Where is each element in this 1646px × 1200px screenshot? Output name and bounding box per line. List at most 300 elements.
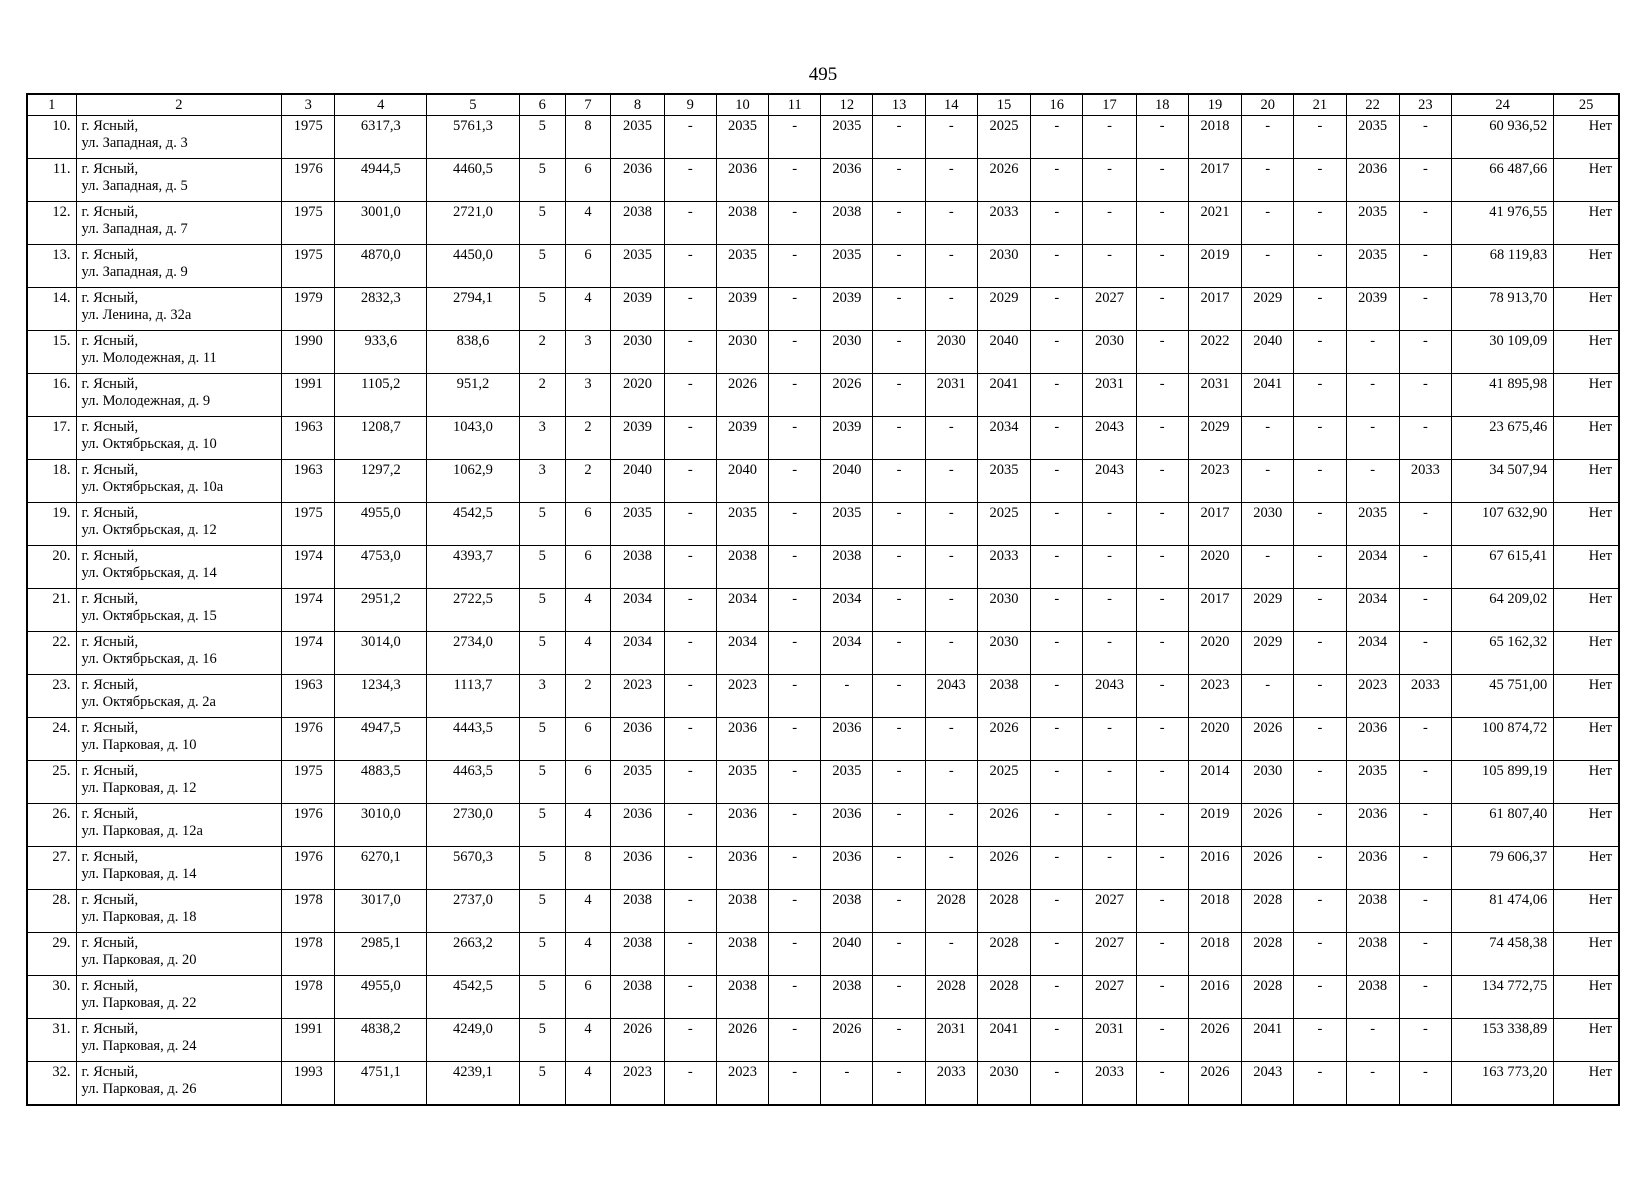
table-cell: 4944,5 <box>335 159 427 202</box>
table-cell: 2038 <box>1346 933 1399 976</box>
table-cell: - <box>1399 761 1451 804</box>
table-cell: - <box>873 976 925 1019</box>
table-cell: - <box>1136 847 1188 890</box>
row-number-cell: 12. <box>27 202 76 245</box>
table-cell: - <box>769 202 821 245</box>
address-cell <box>76 761 282 804</box>
address-cell <box>76 202 282 245</box>
table-cell: 1976 <box>282 159 335 202</box>
table-cell: - <box>925 159 977 202</box>
table-cell: - <box>925 847 977 890</box>
table-cell: 2036 <box>716 847 768 890</box>
table-cell: 5 <box>519 116 565 159</box>
table-cell: 2035 <box>1346 245 1399 288</box>
table-cell: 2014 <box>1188 761 1241 804</box>
table-cell: - <box>1031 460 1083 503</box>
table-cell: 2034 <box>716 589 768 632</box>
table-cell: 2030 <box>1242 503 1294 546</box>
address-city: г. Ясный, <box>81 720 139 736</box>
table-cell: 6 <box>565 503 611 546</box>
table-cell: 2023 <box>611 675 664 718</box>
table-cell: - <box>873 890 925 933</box>
table-cell: 2017 <box>1188 159 1241 202</box>
table-cell: - <box>664 288 716 331</box>
table-cell: - <box>925 632 977 675</box>
table-cell: - <box>1399 417 1451 460</box>
table-cell: - <box>1031 159 1083 202</box>
table-cell: - <box>1136 632 1188 675</box>
table-cell: 65 162,32 <box>1451 632 1553 675</box>
table-cell: 2026 <box>821 1019 873 1062</box>
table-row <box>27 417 1619 460</box>
table-cell: 2040 <box>716 460 768 503</box>
table-cell: 1043,0 <box>427 417 520 460</box>
address-cell <box>76 675 282 718</box>
table-cell: 2028 <box>1242 933 1294 976</box>
column-header: 11 <box>769 94 821 116</box>
table-cell: - <box>1294 331 1346 374</box>
table-cell: - <box>1346 331 1399 374</box>
table-cell: Нет <box>1554 804 1619 847</box>
table-cell: 2031 <box>1083 1019 1136 1062</box>
table-cell: 30 109,09 <box>1451 331 1553 374</box>
table-cell: 2035 <box>716 116 768 159</box>
address-city: г. Ясный, <box>81 161 139 177</box>
table-cell: - <box>1294 116 1346 159</box>
table-cell: - <box>664 718 716 761</box>
table-cell: - <box>769 761 821 804</box>
table-cell: 4947,5 <box>335 718 427 761</box>
building-registry-table <box>26 93 1620 1106</box>
table-cell: 2663,2 <box>427 933 520 976</box>
address-city: г. Ясный, <box>81 290 139 306</box>
table-cell: 163 773,20 <box>1451 1062 1553 1106</box>
table-cell: 6 <box>565 761 611 804</box>
table-cell: 1993 <box>282 1062 335 1106</box>
table-cell: 2039 <box>1346 288 1399 331</box>
table-cell: 2038 <box>1346 976 1399 1019</box>
table-cell: 4883,5 <box>335 761 427 804</box>
table-cell: 2041 <box>1242 374 1294 417</box>
table-cell: 1974 <box>282 589 335 632</box>
table-cell: Нет <box>1554 589 1619 632</box>
table-row <box>27 159 1619 202</box>
table-row <box>27 1019 1619 1062</box>
table-cell: 2030 <box>716 331 768 374</box>
table-cell: - <box>1083 632 1136 675</box>
table-cell: 2035 <box>1346 202 1399 245</box>
table-cell: 2038 <box>716 546 768 589</box>
table-cell: - <box>873 331 925 374</box>
table-cell: 2 <box>565 417 611 460</box>
table-cell: - <box>1294 589 1346 632</box>
table-cell: - <box>1136 1062 1188 1106</box>
table-cell: 6 <box>565 546 611 589</box>
table-cell: - <box>1346 374 1399 417</box>
table-cell: 2026 <box>716 374 768 417</box>
table-cell: 2040 <box>821 460 873 503</box>
table-cell: - <box>873 847 925 890</box>
table-cell: - <box>1136 589 1188 632</box>
table-cell: 4838,2 <box>335 1019 427 1062</box>
table-cell: 4 <box>565 933 611 976</box>
table-cell: 2034 <box>1346 589 1399 632</box>
table-cell: - <box>1031 1019 1083 1062</box>
table-cell: 6270,1 <box>335 847 427 890</box>
table-cell: - <box>1294 460 1346 503</box>
address-city: г. Ясный, <box>81 763 139 779</box>
table-cell: 2039 <box>611 288 664 331</box>
table-cell: - <box>1399 116 1451 159</box>
row-number-cell: 21. <box>27 589 76 632</box>
table-cell: - <box>1294 718 1346 761</box>
address-street: ул. Октябрьская, д. 14 <box>81 565 217 581</box>
row-number-cell: 13. <box>27 245 76 288</box>
table-cell: - <box>873 761 925 804</box>
table-cell: 74 458,38 <box>1451 933 1553 976</box>
table-cell: 2036 <box>821 159 873 202</box>
table-cell: - <box>1136 1019 1188 1062</box>
table-cell: 2040 <box>611 460 664 503</box>
column-header: 16 <box>1031 94 1083 116</box>
address-cell <box>76 460 282 503</box>
table-cell: 4249,0 <box>427 1019 520 1062</box>
table-cell: - <box>1031 288 1083 331</box>
table-cell: 5 <box>519 890 565 933</box>
column-header: 20 <box>1242 94 1294 116</box>
column-header: 4 <box>335 94 427 116</box>
table-cell: - <box>769 116 821 159</box>
table-cell: 2029 <box>1242 589 1294 632</box>
table-cell: - <box>1031 589 1083 632</box>
table-cell: - <box>1294 847 1346 890</box>
table-cell: - <box>1242 245 1294 288</box>
table-cell: 2038 <box>716 890 768 933</box>
table-cell: 2035 <box>611 761 664 804</box>
table-cell: - <box>1136 159 1188 202</box>
table-cell: Нет <box>1554 718 1619 761</box>
address-cell <box>76 503 282 546</box>
table-cell: 4393,7 <box>427 546 520 589</box>
row-number-cell: 31. <box>27 1019 76 1062</box>
table-cell: Нет <box>1554 202 1619 245</box>
table-cell: - <box>1031 890 1083 933</box>
address-city: г. Ясный, <box>81 462 139 478</box>
table-cell: 23 675,46 <box>1451 417 1553 460</box>
table-cell: - <box>1136 331 1188 374</box>
address-city: г. Ясный, <box>81 677 139 693</box>
table-cell: 2029 <box>1242 632 1294 675</box>
table-cell: 933,6 <box>335 331 427 374</box>
table-cell: - <box>1083 503 1136 546</box>
table-cell: 2038 <box>821 546 873 589</box>
table-cell: Нет <box>1554 116 1619 159</box>
table-cell: 2036 <box>821 804 873 847</box>
table-cell: - <box>1136 116 1188 159</box>
table-cell: - <box>1294 1062 1346 1106</box>
table-cell: 2040 <box>821 933 873 976</box>
table-cell: - <box>1031 503 1083 546</box>
table-cell: 34 507,94 <box>1451 460 1553 503</box>
table-cell: 2033 <box>1083 1062 1136 1106</box>
table-cell: 2038 <box>611 890 664 933</box>
table-cell: 2035 <box>821 761 873 804</box>
table-row <box>27 804 1619 847</box>
table-cell: - <box>664 761 716 804</box>
table-row <box>27 202 1619 245</box>
table-cell: Нет <box>1554 890 1619 933</box>
table-cell: - <box>1294 675 1346 718</box>
table-cell: 4 <box>565 632 611 675</box>
table-cell: 4 <box>565 804 611 847</box>
table-cell: 1975 <box>282 202 335 245</box>
table-cell: - <box>925 417 977 460</box>
table-cell: 2 <box>519 374 565 417</box>
table-cell: - <box>769 933 821 976</box>
row-number-cell: 26. <box>27 804 76 847</box>
row-number-cell: 27. <box>27 847 76 890</box>
table-cell: 2030 <box>925 331 977 374</box>
table-cell: 2043 <box>1083 417 1136 460</box>
table-cell: 3010,0 <box>335 804 427 847</box>
table-cell: - <box>925 589 977 632</box>
table-cell: Нет <box>1554 417 1619 460</box>
table-cell: - <box>664 804 716 847</box>
table-cell: - <box>1031 116 1083 159</box>
table-cell: 2038 <box>977 675 1030 718</box>
table-cell: - <box>769 976 821 1019</box>
table-cell: 2026 <box>977 718 1030 761</box>
table-row <box>27 632 1619 675</box>
address-city: г. Ясный, <box>81 935 139 951</box>
table-cell: - <box>1294 202 1346 245</box>
table-cell: 2028 <box>1242 976 1294 1019</box>
table-cell: - <box>1294 976 1346 1019</box>
address-city: г. Ясный, <box>81 118 139 134</box>
table-cell: - <box>664 933 716 976</box>
table-cell: - <box>1083 159 1136 202</box>
table-cell: 2023 <box>716 675 768 718</box>
table-row <box>27 761 1619 804</box>
table-row <box>27 718 1619 761</box>
table-cell: 5 <box>519 202 565 245</box>
table-cell: 1991 <box>282 374 335 417</box>
table-cell: - <box>1136 546 1188 589</box>
table-row <box>27 976 1619 1019</box>
row-number-cell: 30. <box>27 976 76 1019</box>
table-cell: - <box>873 159 925 202</box>
table-cell: 5 <box>519 503 565 546</box>
address-cell <box>76 718 282 761</box>
table-cell: 4542,5 <box>427 503 520 546</box>
table-cell: 8 <box>565 847 611 890</box>
table-cell: 2038 <box>821 976 873 1019</box>
table-cell: 2026 <box>821 374 873 417</box>
table-cell: - <box>1136 890 1188 933</box>
table-cell: 2035 <box>1346 116 1399 159</box>
address-street: ул. Парковая, д. 12а <box>81 823 203 839</box>
table-cell: - <box>1399 718 1451 761</box>
table-cell: - <box>1031 976 1083 1019</box>
table-cell: 1208,7 <box>335 417 427 460</box>
table-row <box>27 589 1619 632</box>
table-cell: 2035 <box>716 503 768 546</box>
table-cell: - <box>1031 632 1083 675</box>
table-cell: 2025 <box>977 116 1030 159</box>
table-cell: 2030 <box>977 632 1030 675</box>
address-street: ул. Западная, д. 9 <box>81 264 188 280</box>
table-cell: - <box>1083 116 1136 159</box>
table-cell: 2033 <box>1399 460 1451 503</box>
table-cell: 100 874,72 <box>1451 718 1553 761</box>
table-cell: - <box>1136 761 1188 804</box>
table-cell: 5 <box>519 159 565 202</box>
table-cell: - <box>664 1062 716 1106</box>
table-cell: 4542,5 <box>427 976 520 1019</box>
table-cell: - <box>1294 890 1346 933</box>
table-cell: 2036 <box>1346 718 1399 761</box>
table-cell: 2017 <box>1188 288 1241 331</box>
table-cell: 4443,5 <box>427 718 520 761</box>
address-city: г. Ясный, <box>81 1064 139 1080</box>
table-cell: - <box>925 460 977 503</box>
address-city: г. Ясный, <box>81 634 139 650</box>
address-cell <box>76 288 282 331</box>
table-cell: 2039 <box>716 417 768 460</box>
table-cell: - <box>1031 202 1083 245</box>
table-cell: - <box>1399 159 1451 202</box>
table-cell: - <box>1399 245 1451 288</box>
table-cell: 2036 <box>821 847 873 890</box>
table-cell: 1975 <box>282 245 335 288</box>
address-street: ул. Октябрьская, д. 10а <box>81 479 224 495</box>
table-cell: - <box>769 804 821 847</box>
table-cell: - <box>664 546 716 589</box>
table-cell: - <box>873 1019 925 1062</box>
table-cell: - <box>1294 374 1346 417</box>
table-cell: 2036 <box>611 804 664 847</box>
table-cell: - <box>664 374 716 417</box>
table-cell: 2038 <box>716 976 768 1019</box>
table-cell: - <box>1399 331 1451 374</box>
table-cell: 2 <box>519 331 565 374</box>
table-cell: 2031 <box>1188 374 1241 417</box>
table-cell: 2040 <box>977 331 1030 374</box>
row-number-cell: 14. <box>27 288 76 331</box>
address-cell <box>76 632 282 675</box>
address-city: г. Ясный, <box>81 806 139 822</box>
table-cell: 5 <box>519 546 565 589</box>
table-cell: Нет <box>1554 503 1619 546</box>
table-cell: - <box>1031 374 1083 417</box>
table-cell: - <box>769 1019 821 1062</box>
address-cell <box>76 374 282 417</box>
table-cell: - <box>1031 331 1083 374</box>
address-street: ул. Парковая, д. 14 <box>81 866 197 882</box>
address-city: г. Ясный, <box>81 204 139 220</box>
table-cell: 1963 <box>282 460 335 503</box>
table-cell: 5 <box>519 804 565 847</box>
table-cell: 2026 <box>977 804 1030 847</box>
address-city: г. Ясный, <box>81 978 139 994</box>
table-cell: 2035 <box>611 245 664 288</box>
table-cell: 2035 <box>611 116 664 159</box>
table-cell: 5 <box>519 245 565 288</box>
table-cell: - <box>1136 245 1188 288</box>
table-cell: 6317,3 <box>335 116 427 159</box>
table-cell: 107 632,90 <box>1451 503 1553 546</box>
address-street: ул. Западная, д. 5 <box>81 178 188 194</box>
table-cell: - <box>1399 890 1451 933</box>
table-cell: - <box>925 202 977 245</box>
table-row <box>27 933 1619 976</box>
table-cell: - <box>1242 546 1294 589</box>
table-cell: - <box>664 675 716 718</box>
address-city: г. Ясный, <box>81 591 139 607</box>
column-header: 8 <box>611 94 664 116</box>
table-cell: - <box>769 460 821 503</box>
column-header: 9 <box>664 94 716 116</box>
table-row <box>27 374 1619 417</box>
address-street: ул. Парковая, д. 10 <box>81 737 197 753</box>
table-row <box>27 288 1619 331</box>
address-street: ул. Октябрьская, д. 16 <box>81 651 217 667</box>
table-cell: 2036 <box>611 718 664 761</box>
table-cell: - <box>1294 804 1346 847</box>
table-cell: 2023 <box>1188 460 1241 503</box>
table-cell: 2034 <box>1346 546 1399 589</box>
column-header: 25 <box>1554 94 1619 116</box>
column-header: 19 <box>1188 94 1241 116</box>
table-cell: - <box>664 159 716 202</box>
table-cell: 5 <box>519 1019 565 1062</box>
table-cell: - <box>1136 804 1188 847</box>
table-cell: - <box>1399 1019 1451 1062</box>
table-cell: - <box>1031 804 1083 847</box>
table-cell: 5 <box>519 847 565 890</box>
row-number-cell: 11. <box>27 159 76 202</box>
row-number-cell: 10. <box>27 116 76 159</box>
table-cell: 2028 <box>977 933 1030 976</box>
column-header: 24 <box>1451 94 1553 116</box>
row-number-cell: 15. <box>27 331 76 374</box>
address-cell <box>76 1019 282 1062</box>
column-header: 3 <box>282 94 335 116</box>
table-cell: - <box>1083 761 1136 804</box>
address-street: ул. Октябрьская, д. 2а <box>81 694 216 710</box>
table-cell: - <box>1242 159 1294 202</box>
table-cell: 2038 <box>611 546 664 589</box>
table-cell: - <box>1294 288 1346 331</box>
address-cell <box>76 847 282 890</box>
table-cell: 2033 <box>977 202 1030 245</box>
table-cell: - <box>769 417 821 460</box>
table-cell: - <box>1242 417 1294 460</box>
table-cell: 1234,3 <box>335 675 427 718</box>
row-number-cell: 23. <box>27 675 76 718</box>
table-cell: - <box>1242 116 1294 159</box>
table-cell: - <box>1399 632 1451 675</box>
address-cell <box>76 116 282 159</box>
table-cell: 2020 <box>1188 632 1241 675</box>
table-cell: 4 <box>565 1062 611 1106</box>
table-cell: 2026 <box>1188 1019 1241 1062</box>
table-cell: 2028 <box>925 890 977 933</box>
table-cell: - <box>925 546 977 589</box>
column-header: 15 <box>977 94 1030 116</box>
table-cell: 2027 <box>1083 890 1136 933</box>
address-city: г. Ясный, <box>81 892 139 908</box>
